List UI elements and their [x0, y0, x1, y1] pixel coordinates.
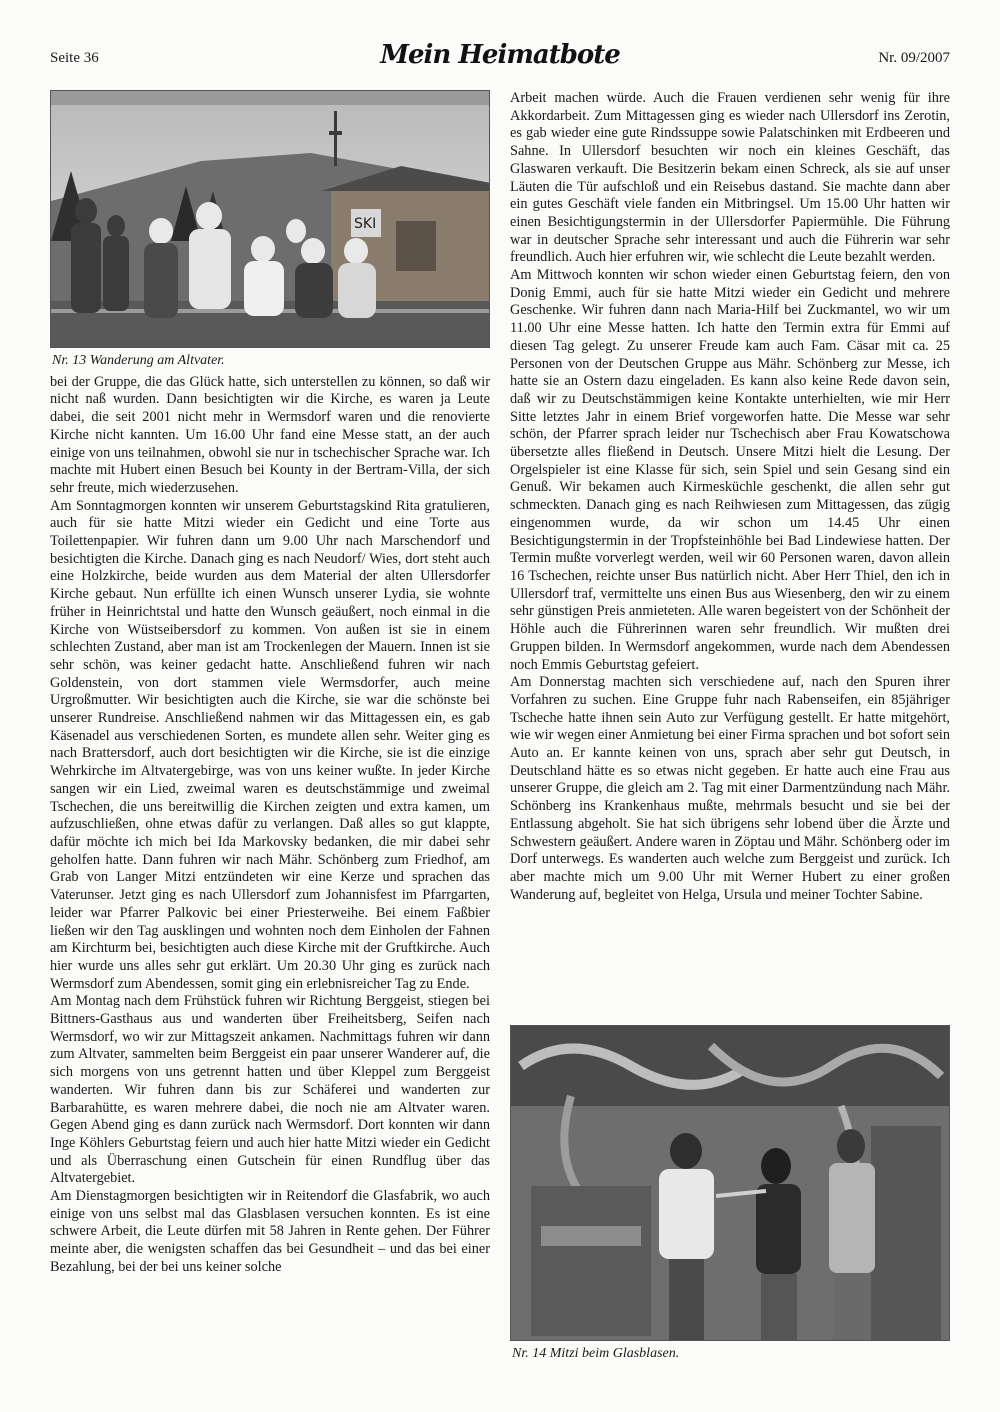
photo-caption: Nr. 14 Mitzi beim Glasblasen. [512, 1346, 680, 1361]
glassblowing-image [511, 1026, 950, 1341]
paragraph: Am Sonntagmorgen konnten wir unserem Geburtstagskind Rita gratulieren, auch für sie hatte Mitzi wieder ein Gedicht und eine Torte aus Toilettenpapier. Wir fuhren dann um 9.00 Uhr nach Marschendorf und besichtigten die Kirche. Danach ging es nach Neudorf/ Wies, dort steht auch eine Holzkirche, beide wurden aus dem Material der alten Ullersdorfer Kirche gebaut. Nun erfüllte ich einen Wunsch unserer Lydia, sie wohnte früher in Heinrichtstal und hatte den Wunsch geäußert, noch einmal in die Kirche von Wüstseibersdorf zu kommen. Von außen ist sie in einem schlechten Zustand, aber man ist am Trockenlegen der Mauern. Innen ist sie sehr schön, was keiner gedacht hatte. Anschließend fuhren wir nach Goldenstein, von dort stammen viele Wermsdorfer, auch meine Urgroßmutter. Wir besichtigten auch die Kirche, sie war die schönste bei unserer Rundreise. Anschließend nahmen wir das Mittagessen ein, es gab Käsenadel aus verschiedenen Sorten, es mundete allen sehr. Weiter ging es nach Brattersdorf, auch dort besichtigten wir die Kirche, sie ist die einzige Wehrkirche im Altvatergebirge, was von uns keiner wußte. In jeder Kirche sangen wir ein Lied, zweimal waren es deutschstämmige und zweimal Tschechen, die uns bereitwillig die Kirchen zeigten und extra kamen, um aufzuschließen, ohne etwas dafür zu verlangen. Daß alles so gut klappte, dafür möchte ich mich bei Ida Markovsky bedanken, die mir dabei sehr geholfen hatte. Dann fuhren wir nach Mähr. Schönberg zum Friedhof, am Grab von Langer Mitzi entzündeten wir eine Kerze und sprachen das Vaterunser. Jetzt ging es nach Ullersdorf zum Johannisfest im Pfarrgarten, leider war Pfarrer Palkovic bei einer Priesterweihe. Bei einem Faßbier ließen wir den Tag ausklingen und wohnten noch dem Einholen der Fahnen am Kirchturm bei, besichtigten auch diese Kirche mit der Gruftkirche. Auch hier wurde uns alles sehr gut erklärt. Um 20.30 Uhr ging es zurück nach Wermsdorf zum Abendessen, somit ging ein erlebnisreicher Tag zu Ende. [50, 497, 490, 992]
paragraph: Am Dienstagmorgen besichtigten wir in Reitendorf die Glasfabrik, wo auch einige von uns selbst mal das Glasblasen versuchen konnten. Es ist eine schwere Arbeit, die Leute dürfen mit 58 Jahren in Rente gehen. Der Führer meinte aber, die wenigsten schaffen das bei Gesundheit – und das bei einer Bezahlung, bei der bei uns keiner solche [50, 1188, 490, 1275]
sign-text: SKI [354, 216, 377, 232]
right-column [510, 90, 950, 904]
page-header [50, 40, 950, 80]
paragraph: Am Mittwoch konnten wir schon wieder einen Geburtstag feiern, den von Donig Emmi, auch für sie hatte Mitzi wieder ein Gedicht und mehrere Geschenke. Wir fuhren dann nach Maria-Hilf bei Zuckmantel, wo wir um 11.00 Uhr eine Messe hatten. Ich hatte den Termin extra für Emmi auf diesen Tag gelegt. Zu unserer Freude kam auch Fam. Cäsar mit ca. 25 Personen von der Deutschen Gruppe aus Mähr. Schönberg zur Messe, ich hatte sie an Ostern dazu eingeladen. Es kann also keine Rede davon sein, daß wir zu Deutschstämmigen keine Kontakte unterhielten, wie mir Herr Sitte letztes Jahr in einem Brief vorgeworfen hatte. Die Messe war sehr schön, der Pfarrer sprach leider nur Tschechisch aber Frau Kowatschowa übersetzte alles fließend in Deutsch. Unsere Mitzi hielt die Lesung. Der Orgelspieler ist eine Klasse für sich, sein Spiel und sein Gesang sind ein Genuß. Wir bekamen auch Kirmesküchle geschenkt, die allen sehr gut schmeckten. Danach ging es nach Reihwiesen zum Mittagessen, das zügig eingenommen wurde, da wir schon um 14.45 Uhr einen Besichtigungstermin in der Tropfsteinhöhle bei Bad Lindewiese hatten. Der Termin mußte vorverlegt werden, weil wir 60 Personen waren, davon allein 16 Tschechen, reichte unser Bus natürlich nicht. Aber Herr Thiel, den ich in Ullersdorf traf, vermittelte uns einen Bus aus Wiesenberg, den wir zu einem sehr günstigen Preis anmieteten. Alle waren begeistert von der Schönheit der Höhle auch die Führerinnen waren sehr freundlich. Wir mußten drei Gruppen bilden. In Wermsdorf angekommen, wurde nach dem Abendessen noch Emmis Geburtstag gefeiert. [510, 267, 950, 673]
paragraph: Am Montag nach dem Frühstück fuhren wir Richtung Berggeist, stiegen bei Bittners-Gasthaus aus und wanderten über Freiheitsberg, Seifen nach Wermsdorf, wo wir zur Mittagszeit ankamen. Nachmittags fuhren wir dann zum Altvater, sammelten beim Berggeist ein paar unserer Wanderer auf, die sich morgens von uns getrennt hatten und über Kleppel zum Berggeist wanderten. Wir fuhren dann bis zur Schäferei und wanderten zur Barbarahütte, es waren mehrere dabei, die noch nie am Altvater waren. Gegen Abend ging es dann zurück nach Wermsdorf. Dort konnten wir dann Inge Köhlers Geburtstag feiern und auch hier hatte Mitzi wieder ein Gedicht und als Überraschung einen Gutschein für einen Rundflug über das Altvatergebiet. [50, 993, 490, 1187]
left-column [50, 90, 490, 1277]
issue-number: Nr. 09/2007 [878, 50, 950, 66]
paragraph: Arbeit machen würde. Auch die Frauen verdienen sehr wenig für ihre Akkordarbeit. Zum Mittagessen ging es wieder nach Ullersdorf ins Zerotin, es gab wieder eine gute Rindssuppe sowie Palatschinken mit Erdbeeren und Sahne. In Ullersdorf besuchten wir noch ein kleines Geschäft, das Glaswaren verkauft. Die Besitzerin bekam einen Schreck, als sie auf unser Läuten die Tür aufschloß und ein Reisebus dastand. Sie machte dann aber ein gutes Geschäft viele fanden ein Mitbringsel. Um 15.00 Uhr hatten wir einen Besichtigungstermin in der Ullersdorfer Papiermühle. Die Führung war in deutscher Sprache sehr interessant und auch die Führerin war sehr freundlich. Auch hier erfuhren wir, wie schlecht die Leute bezahlt werden. [510, 90, 950, 266]
photo-glassblowing [510, 1025, 950, 1341]
page-number: Seite 36 [50, 50, 99, 66]
hiking-group-image [51, 91, 490, 348]
masthead-title: Mein Heimatbote [380, 40, 620, 70]
paragraph: Am Donnerstag machten sich verschiedene auf, nach den Spuren ihrer Vorfahren zu suchen. Eine Gruppe fuhr nach Rabenseifen, ein 85jähriger Tscheche hatte ihnen sein Auto zur Verfügung gestellt. Er hatte mitgehört, wie wir wegen einer Anmietung bei einer Firma sprachen und bot sofort sein Auto an. Er kannte keinen von uns, sprach aber sehr gut Deutsch, in Deutschland hätte es so etwas nicht gegeben. Er hatte auch eine Frau aus unserer Gruppe, die gleich am 2. Tag mit einer Darmentzündung nach Mähr. Schönberg ins Krankenhaus mußte, mehrmals besucht und sie bei der Entlassung abgeholt. Sie hat sich übrigens sehr lobend über die Ärzte und Schwestern geäußert. Andere waren in Zöptau und Mähr. Schönberg oder im Dorf unterwegs. Es wanderten auch welche zum Berggeist und zurück. Ich aber machte mich um 9.00 Uhr mit Werner Hubert zu einer großen Wanderung auf, begleitet von Helga, Ursula und meiner Tochter Sabine. [510, 674, 950, 903]
photo-caption: Nr. 13 Wanderung am Altvater. [52, 353, 225, 368]
photo-hiking-group [50, 90, 490, 348]
paragraph: bei der Gruppe, die das Glück hatte, sich unterstellen zu können, so daß wir nicht naß wurden. Dann besichtigten wir die Kirche, es waren ja Leute dabei, die seit 2001 nicht mehr in Wermsdorf waren und die renovierte Kirche nicht kannten. Um 16.00 Uhr fand eine Messe statt, an der auch einige von uns teilnahmen, obwohl sie nur in tschechischer Sprache war. Ich machte mit Hubert einen Besuch bei Kounty in der Bertram-Villa, der sich sehr freute, mich wiederzusehen. [50, 373, 490, 496]
